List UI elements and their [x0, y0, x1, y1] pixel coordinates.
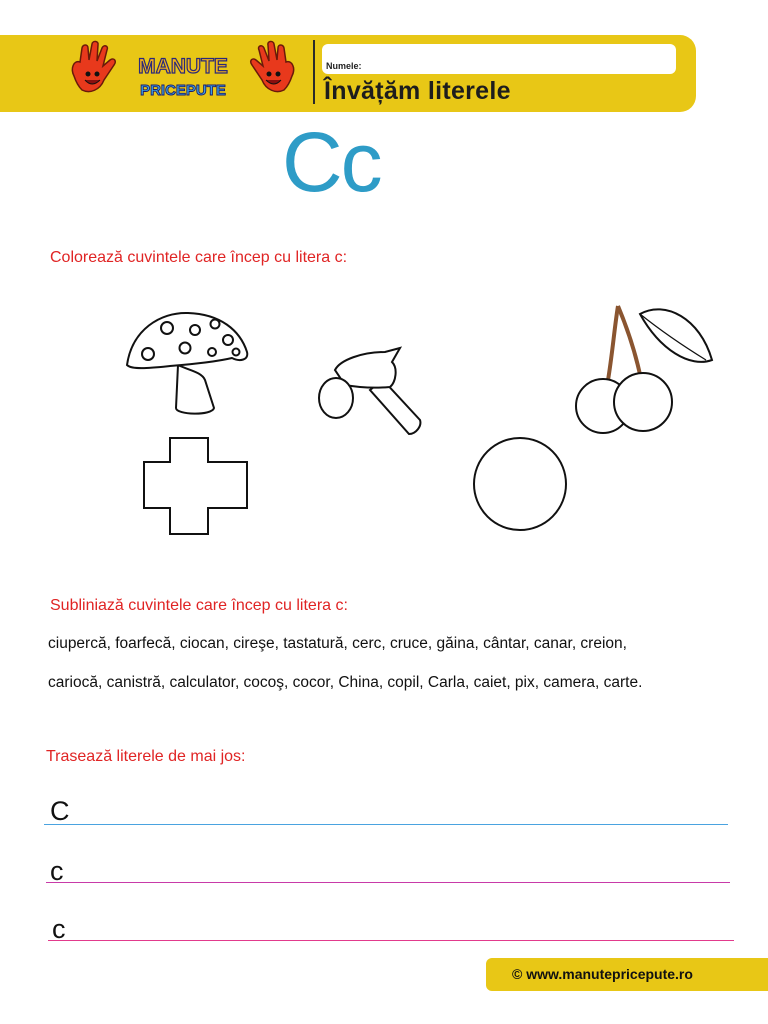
name-label: Numele: [326, 61, 362, 71]
word-list-line-1: ciupercă, foarfecă, ciocan, cireşe, tastatură, cerc, cruce, găina, cântar, canar, creion, [48, 635, 627, 652]
cross-icon[interactable] [144, 438, 247, 534]
tracing-line[interactable] [46, 882, 730, 883]
left-hand-icon [72, 41, 115, 91]
featured-letter: Cc [282, 115, 381, 209]
underline-instruction: Subliniază cuvintele care încep cu litera c: [50, 597, 348, 614]
footer-url[interactable]: © www.manutepricepute.ro [512, 966, 693, 982]
logo-text-2: PRICEPUTE [140, 82, 226, 99]
name-field[interactable] [322, 44, 676, 74]
coloring-pictures [0, 290, 768, 550]
mushroom-icon[interactable] [127, 313, 247, 414]
right-hand-icon [251, 41, 294, 91]
word-list-line-2: cariocă, canistră, calculator, cocoş, cocor, China, copil, Carla, caiet, pix, camera, carte. [48, 674, 643, 691]
tracing-line[interactable] [44, 824, 728, 825]
tracing-instruction: Trasează literele de mai jos: [46, 748, 246, 765]
trace-letter-lowercase: c [50, 856, 64, 886]
circle-icon[interactable] [474, 438, 566, 530]
logo [68, 40, 298, 106]
coloring-instruction: Colorează cuvintele care încep cu litera c: [50, 249, 348, 266]
cherries-icon[interactable] [576, 306, 712, 433]
header-divider [313, 40, 315, 104]
trace-letter-uppercase: C [50, 796, 70, 826]
worksheet-title: Învățăm literele [324, 77, 511, 105]
logo-text-1: MANUTE [138, 55, 228, 78]
trace-letter-lowercase: c [52, 914, 66, 944]
tracing-line[interactable] [48, 940, 734, 941]
hammer-icon[interactable] [319, 348, 420, 434]
